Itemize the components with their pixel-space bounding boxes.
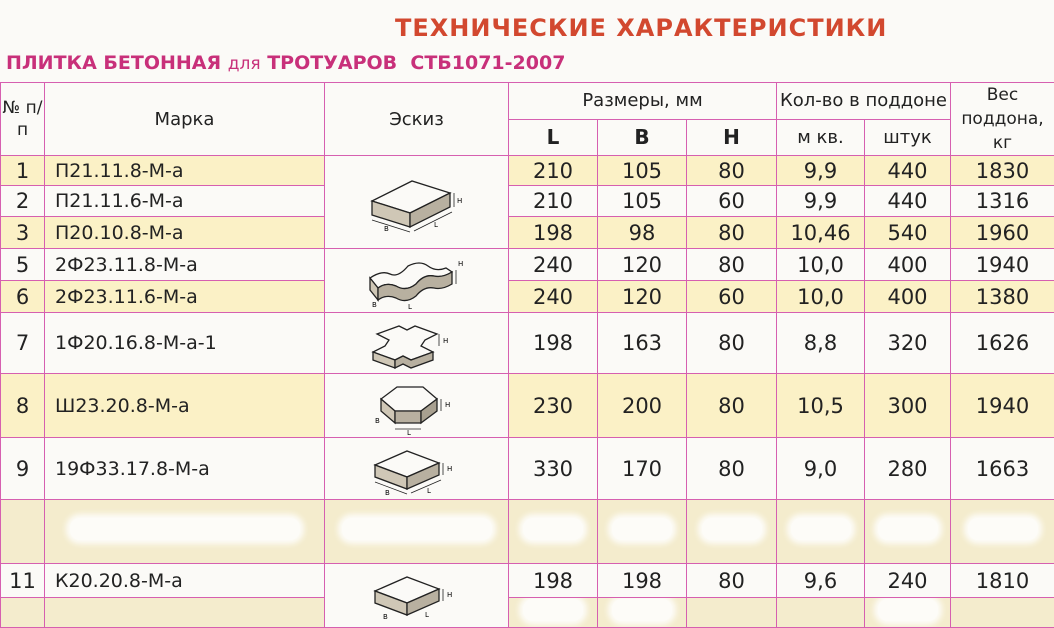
row-pcs: 280: [865, 438, 951, 500]
row-num: 1: [1, 156, 45, 186]
row-B: 198: [598, 564, 687, 598]
table-row: [1, 249, 1054, 281]
row-weight: 1810: [951, 564, 1054, 598]
svg-text:Н: Н: [443, 337, 448, 345]
row-m2: 9,9: [777, 186, 865, 217]
row-num: 9: [1, 438, 45, 500]
header-num: № п/п: [1, 83, 45, 156]
sketch-square-paver-icon: [325, 564, 509, 628]
row-pcs: 540: [865, 217, 951, 249]
row-H: 80: [687, 156, 777, 186]
svg-text:Н: Н: [457, 197, 462, 205]
row-mark: П20.10.8-М-а: [45, 217, 325, 249]
header-L: L: [509, 119, 598, 156]
subtitle-for: для: [228, 54, 261, 74]
erased-cell: [45, 500, 325, 564]
svg-text:В: В: [384, 225, 389, 233]
sketch-hexagon-paver-icon: [325, 374, 509, 438]
row-pcs: 440: [865, 156, 951, 186]
row-weight: 1626: [951, 313, 1054, 374]
row-L: 198: [509, 564, 598, 598]
row-H: 80: [687, 249, 777, 281]
row-H: 60: [687, 186, 777, 217]
row-mark: 2Ф23.11.6-М-а: [45, 281, 325, 313]
row-mark: 19Ф33.17.8-М-а: [45, 438, 325, 500]
header-m2: м кв.: [777, 119, 865, 156]
row-num: 8: [1, 374, 45, 438]
row-L: 240: [509, 281, 598, 313]
row-L: 210: [509, 156, 598, 186]
row-pcs: 440: [865, 186, 951, 217]
header-pcs: штук: [865, 119, 951, 156]
row-weight: 1380: [951, 281, 1054, 313]
erased-cell: [777, 598, 865, 628]
header-B: В: [598, 119, 687, 156]
row-H: 80: [687, 564, 777, 598]
row-mark: П21.11.8-М-а: [45, 156, 325, 186]
table-subtitle: [6, 52, 565, 74]
row-pcs: 400: [865, 249, 951, 281]
row-num: 7: [1, 313, 45, 374]
row-L: 198: [509, 217, 598, 249]
row-weight: 1940: [951, 374, 1054, 438]
erased-cell: [951, 598, 1054, 628]
row-mark: К20.20.8-М-а: [45, 564, 325, 598]
row-L: 210: [509, 186, 598, 217]
svg-text:Н: Н: [447, 591, 452, 599]
row-m2: 10,0: [777, 281, 865, 313]
row-B: 105: [598, 186, 687, 217]
row-num: 2: [1, 186, 45, 217]
row-num: 5: [1, 249, 45, 281]
svg-text:L: L: [425, 611, 429, 619]
svg-text:В: В: [375, 417, 380, 425]
erased-cell: [325, 500, 509, 564]
table-row: [1, 281, 1054, 313]
row-m2: 10,5: [777, 374, 865, 438]
erased-cell: [509, 598, 598, 628]
row-L: 240: [509, 249, 598, 281]
row-m2: 9,6: [777, 564, 865, 598]
table-row: [1, 156, 1054, 186]
row-weight: 1830: [951, 156, 1054, 186]
sketch-square-paver-icon: [325, 438, 509, 500]
erased-cell: [509, 500, 598, 564]
sketch-wave-paver-icon: [325, 249, 509, 313]
row-B: 170: [598, 438, 687, 500]
row-B: 120: [598, 281, 687, 313]
table-row: [1, 438, 1054, 500]
header-sketch: Эскиз: [325, 83, 509, 156]
row-mark: П21.11.6-М-а: [45, 186, 325, 217]
erased-row: [1, 500, 1054, 564]
svg-text:В: В: [372, 301, 377, 309]
erased-cell: [687, 598, 777, 628]
row-m2: 10,46: [777, 217, 865, 249]
row-num: 6: [1, 281, 45, 313]
table-row: [1, 564, 1054, 598]
svg-text:Н: Н: [447, 465, 452, 473]
row-B: 163: [598, 313, 687, 374]
row-mark: 2Ф23.11.8-М-а: [45, 249, 325, 281]
erased-cell: [687, 500, 777, 564]
header-H: Н: [687, 119, 777, 156]
table-row: [1, 374, 1054, 438]
header-mark: Марка: [45, 83, 325, 156]
svg-text:В: В: [383, 613, 388, 621]
header-weight: Вес поддона, кг: [951, 83, 1054, 156]
page-title: ТЕХНИЧЕСКИЕ ХАРАКТЕРИСТИКИ: [395, 14, 887, 42]
row-m2: 8,8: [777, 313, 865, 374]
table-row: [1, 217, 1054, 249]
row-m2: 9,0: [777, 438, 865, 500]
erased-cell: [951, 500, 1054, 564]
row-pcs: 240: [865, 564, 951, 598]
svg-text:L: L: [434, 221, 438, 229]
row-weight: 1960: [951, 217, 1054, 249]
row-B: 120: [598, 249, 687, 281]
row-H: 80: [687, 438, 777, 500]
erased-cell: [598, 598, 687, 628]
row-B: 98: [598, 217, 687, 249]
row-H: 60: [687, 281, 777, 313]
svg-text:L: L: [407, 429, 411, 435]
row-num: 11: [1, 564, 45, 598]
erased-cell: [865, 500, 951, 564]
erased-row: [1, 598, 1054, 628]
svg-text:Н: Н: [445, 401, 450, 409]
table-row: [1, 186, 1054, 217]
row-weight: 1316: [951, 186, 1054, 217]
row-H: 80: [687, 217, 777, 249]
row-pcs: 300: [865, 374, 951, 438]
row-m2: 9,9: [777, 156, 865, 186]
table-row: [1, 313, 1054, 374]
sketch-i-shape-paver-icon: [325, 313, 509, 374]
header-sizes: Размеры, мм: [509, 83, 777, 120]
row-pcs: 320: [865, 313, 951, 374]
row-L: 198: [509, 313, 598, 374]
row-num: 3: [1, 217, 45, 249]
subtitle-product: ПЛИТКА БЕТОННАЯ: [6, 52, 221, 74]
row-H: 80: [687, 313, 777, 374]
erased-cell: [865, 598, 951, 628]
subtitle-use: ТРОТУАРОВ: [267, 52, 397, 74]
row-weight: 1940: [951, 249, 1054, 281]
row-mark: Ш23.20.8-М-а: [45, 374, 325, 438]
row-B: 200: [598, 374, 687, 438]
header-qty: Кол-во в поддоне: [777, 83, 951, 120]
sketch-rectangular-brick-icon: [325, 156, 509, 249]
row-H: 80: [687, 374, 777, 438]
row-weight: 1663: [951, 438, 1054, 500]
row-L: 230: [509, 374, 598, 438]
row-pcs: 400: [865, 281, 951, 313]
erased-cell: [598, 500, 687, 564]
svg-text:L: L: [408, 303, 412, 310]
specs-table: [0, 82, 1054, 628]
svg-text:L: L: [427, 487, 431, 495]
erased-cell: [45, 598, 325, 628]
svg-text:В: В: [385, 489, 390, 497]
erased-cell: [1, 500, 45, 564]
erased-cell: [777, 500, 865, 564]
subtitle-standard: СТБ1071-2007: [410, 52, 565, 74]
row-m2: 10,0: [777, 249, 865, 281]
row-mark: 1Ф20.16.8-М-а-1: [45, 313, 325, 374]
row-B: 105: [598, 156, 687, 186]
row-L: 330: [509, 438, 598, 500]
erased-cell: [1, 598, 45, 628]
svg-text:Н: Н: [458, 260, 463, 268]
